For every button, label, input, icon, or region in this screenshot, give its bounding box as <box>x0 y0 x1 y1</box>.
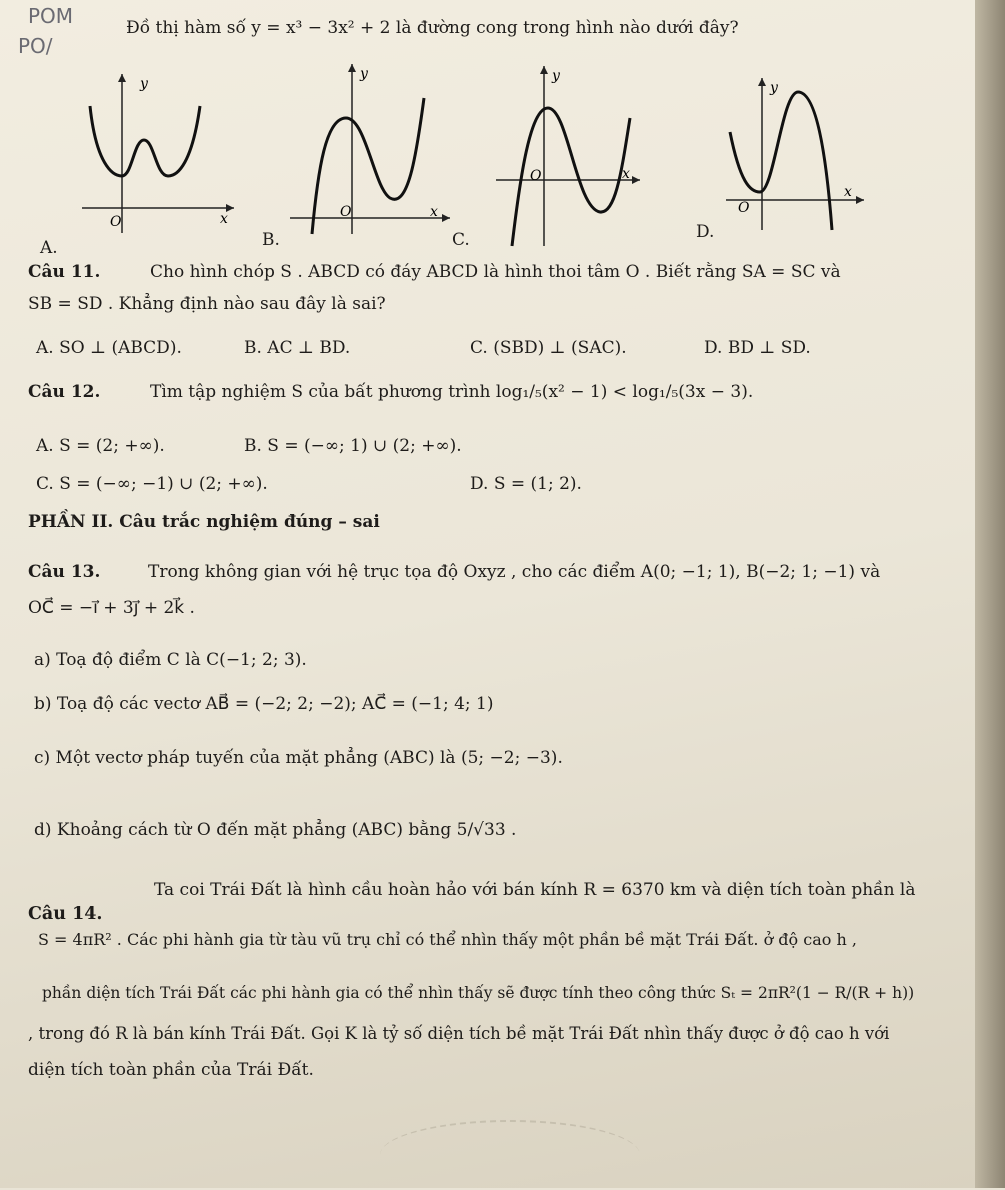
q12-option-d: D. S = (1; 2). <box>470 474 582 494</box>
graph-c-origin: O <box>530 168 542 184</box>
q11-option-c: C. (SBD) ⊥ (SAC). <box>470 338 627 358</box>
option-d-label: D. <box>696 222 715 242</box>
q13-label: Câu 13. <box>28 562 101 582</box>
pen-shadow <box>380 1120 640 1190</box>
q11-label: Câu 11. <box>28 262 101 282</box>
q13-statement-b: b) Toạ độ các vectơ AB⃗ = (−2; 2; −2); AC⃗ = (−1; 4; 1) <box>34 694 494 714</box>
q11-option-a: A. SO ⊥ (ABCD). <box>36 338 182 358</box>
q10-stem: Đồ thị hàm số y = x³ − 3x² + 2 là đường cong trong hình nào dưới đây? <box>126 18 739 38</box>
option-c-label: C. <box>452 230 470 250</box>
graph-b-x-label: x <box>430 204 438 220</box>
paper-edge <box>975 0 1005 1188</box>
graph-d <box>720 72 870 232</box>
q11-stem-1: Cho hình chóp S . ABCD có đáy ABCD là hình thoi tâm O . Biết rằng SA = SC và <box>150 262 841 282</box>
q14-line-4: , trong đó R là bán kính Trái Đất. Gọi K là tỷ số diện tích bề mặt Trái Đất nhìn thấy được ở độ cao h với <box>28 1024 890 1043</box>
graph-a-y-label: y <box>140 76 148 92</box>
graph-c <box>490 58 650 248</box>
graph-d-origin: O <box>738 200 750 216</box>
graph-d-y-label: y <box>770 80 778 96</box>
q13-statement-c: c) Một vectơ pháp tuyến của mặt phẳng (ABC) là (5; −2; −3). <box>34 748 563 768</box>
q11-option-d: D. BD ⊥ SD. <box>704 338 811 358</box>
q13-stem-1: Trong không gian với hệ trục tọa độ Oxyz , cho các điểm A(0; −1; 1), B(−2; 1; −1) và <box>148 562 881 582</box>
graph-b-y-label: y <box>360 66 368 82</box>
part2-heading: PHẦN II. Câu trắc nghiệm đúng – sai <box>28 512 380 532</box>
q11-stem-2: SB = SD . Khẳng định nào sau đây là sai? <box>28 294 386 314</box>
q12-option-a: A. S = (2; +∞). <box>36 436 165 456</box>
q14-line-2: S = 4πR² . Các phi hành gia từ tàu vũ trụ chỉ có thể nhìn thấy một phần bề mặt Trái Đất. ở độ cao h , <box>38 930 857 949</box>
q14-line-5: diện tích toàn phần của Trái Đất. <box>28 1060 314 1080</box>
graph-a-x-label: x <box>220 211 228 227</box>
q14-line-3: phần diện tích Trái Đất các phi hành gia có thể nhìn thấy sẽ được tính theo công thức Sₜ = 2πR²(1 − R/(R + h)) <box>42 984 915 1002</box>
q11-option-b: B. AC ⊥ BD. <box>244 338 351 358</box>
corner-mark-1: POM <box>28 4 74 28</box>
q14-line-1: Ta coi Trái Đất là hình cầu hoàn hảo với bán kính R = 6370 km và diện tích toàn phần là <box>154 880 916 900</box>
q12-stem: Tìm tập nghiệm S của bất phương trình log₁/₅(x² − 1) < log₁/₅(3x − 3). <box>150 382 754 402</box>
graph-b <box>282 58 457 238</box>
graph-d-x-label: x <box>844 184 852 200</box>
graph-c-x-label: x <box>622 166 630 182</box>
q13-statement-d: d) Khoảng cách từ O đến mặt phẳng (ABC) bằng 5/√33 . <box>34 820 517 840</box>
q13-stem-2: OC⃗ = −i⃗ + 3j⃗ + 2k⃗ . <box>28 598 195 618</box>
q13-statement-a: a) Toạ độ điểm C là C(−1; 2; 3). <box>34 650 307 670</box>
q12-option-c: C. S = (−∞; −1) ∪ (2; +∞). <box>36 474 268 494</box>
corner-mark-2: PO/ <box>18 34 53 58</box>
graph-c-y-label: y <box>552 68 560 84</box>
q12-option-b: B. S = (−∞; 1) ∪ (2; +∞). <box>244 436 462 456</box>
graph-a-origin: O <box>110 214 122 230</box>
q14-label: Câu 14. <box>28 904 103 924</box>
q12-label: Câu 12. <box>28 382 101 402</box>
graph-a <box>72 68 242 238</box>
option-b-label: B. <box>262 230 280 250</box>
option-a-label: A. <box>40 238 58 258</box>
graph-b-origin: O <box>340 204 352 220</box>
